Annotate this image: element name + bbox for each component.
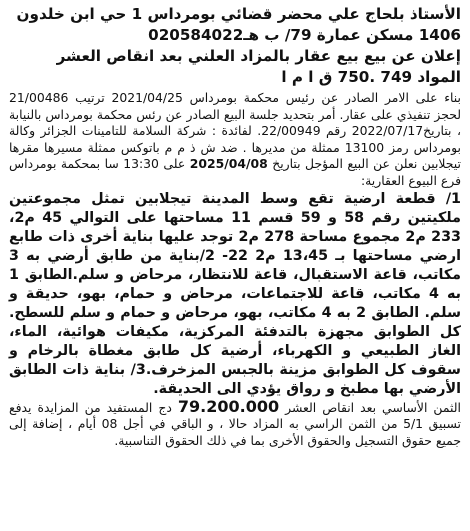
legal-articles: المواد 749 .750 ق ا م ا <box>281 68 461 86</box>
bailiff-name-address: الأستاذ بلحاج علي محضر قضائي بومرداس 1 حي ابن خلدون <box>16 5 461 23</box>
intro-text: بناء على الامر الصادر عن رئيس محكمة بومرداس 2021/04/25 ترتيب 21/00486 لحجز تنفيذي على عقار. أمر بتحديد جلسة البيع الصادر عن رئس محكمة بومرداس بالنيابة ، بتاريخ2022/07/17 رقم 22/00949. لفائدة : شركة السلامة للتامينات الجزائر وكالة بومرداس رمز 13100 ممثلة من مديرها . ضد ش ذ م م باتوكس ممثلة مسيرها مقرها تيجلابين نعلن عن البيع المؤجل بتاريخ <box>9 90 462 172</box>
intro-text-2: على 13:30 سا بمحكمة بومرداس فرع البيوع العقارية: <box>9 156 461 188</box>
sale-date: 2025/04/08 <box>189 156 268 172</box>
payment-terms: دج المستفيد من المزايدة يدفع تسبيق 5/1 من الثمن الراسي به المزاد حالا ، و الباقي في أجل 08 أيام ، إضافة إلى جميع حقوق التسجيل والحقوق الأخرى بما في ذلك الحقوق التناسبية. <box>9 399 461 448</box>
notice-header <box>9 4 461 88</box>
bailiff-address-phone: 1406 مسكن عمارة 79/ ب هـ020584022 <box>148 26 461 44</box>
notice-title: إعلان عن بيع بيع عقار بالمزاد العلني بعد انقاص العشر <box>56 47 461 65</box>
price-label: الثمن الأساسي بعد انقاص العشر <box>285 399 461 415</box>
property-description: 1/ قطعة ارضية تقع وسط المدينة تيجلابين تمثل مجموعتين ملكيتين رقم 58 و 59 قسم 11 مساحتها على التوالي 45 م2، 233 م2 مجموع مساحة 278 م2 توجد عليها بناية أخرى ذات طابع ارضي مساحتها بـ 13،45 م2 22- 2/بناية من طابق أرضي به 3 مكاتب، قاعة الاستقبال، قاعة للانتظار، مرحاض و سلم.الطابق 1 به 4 مكاتب، قاعة للاجتماعات، مرحاض و حمام، بهو، حديقة و سلم. الطابق 2 به 4 مكاتب، بهو، مرحاض و حمام و سلم للسطح. كل الطوابق مجهزة بالتدفئة المركزية، مكيفات هوائية، الماء، الغاز الطبيعي و الكهرباء، أرضية كل طابق مغطاة بالرخام و سقوف كل الطوابق مزينة بالجبس المزخرف.3/ بناية ذات الطابق الأرضي بها مطبخ و رواق يؤدي الى الحديقة. <box>9 190 462 397</box>
price-terms <box>9 396 461 450</box>
base-price: 79.200.000 <box>177 396 280 416</box>
notice-intro <box>9 90 461 190</box>
